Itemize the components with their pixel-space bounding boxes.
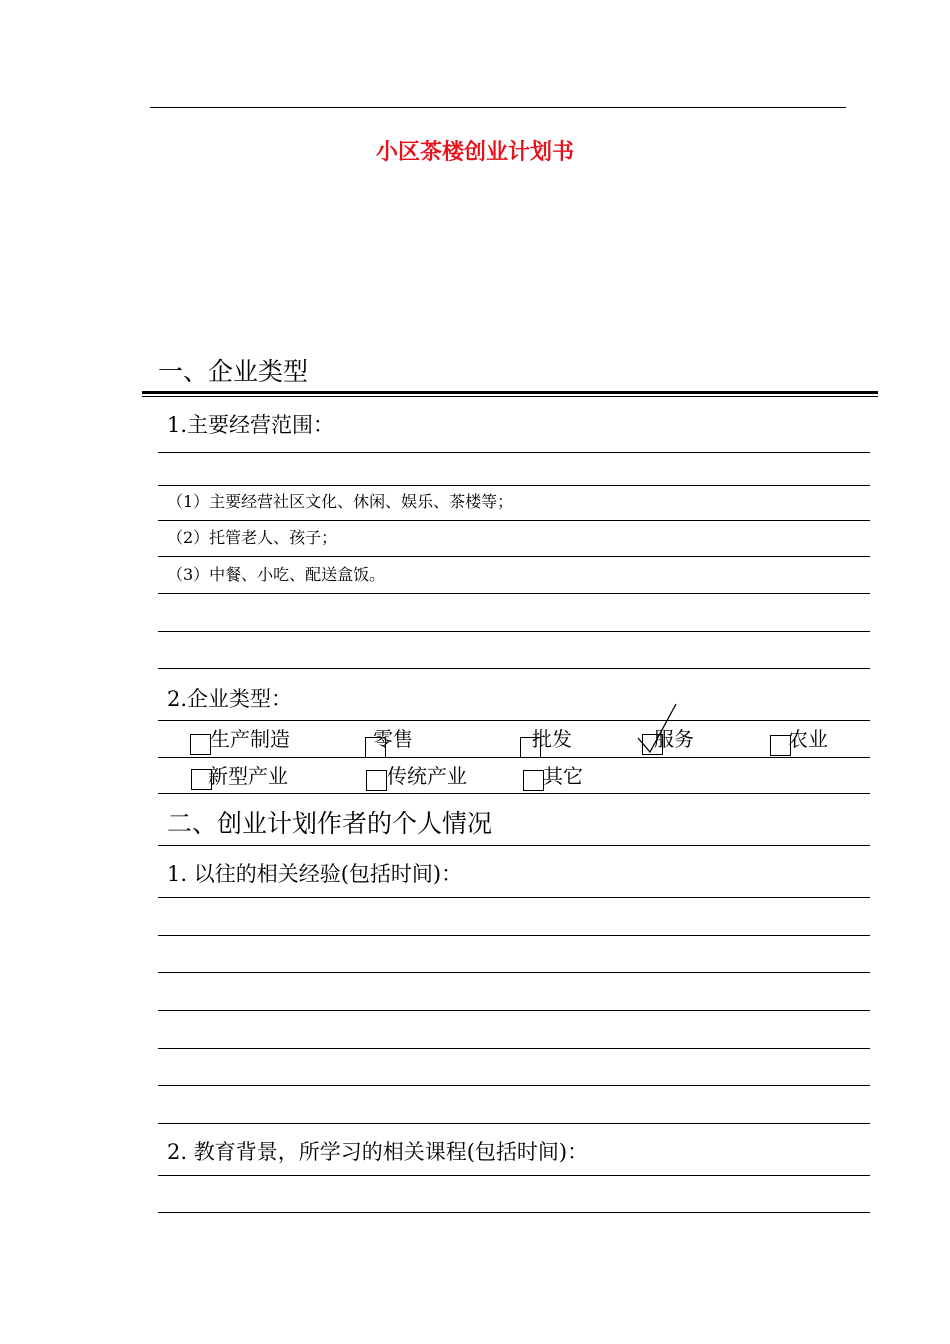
option-wholesale-checkbox[interactable] (520, 737, 541, 758)
form-line (158, 972, 870, 973)
form-line (158, 1212, 870, 1213)
option-other-checkbox[interactable] (523, 770, 544, 791)
form-line (158, 793, 870, 794)
option-new-industry-checkbox[interactable] (191, 769, 212, 790)
section-2-heading: 二、创业计划作者的个人情况 (167, 809, 493, 838)
option-manufacturing-label: 生产制造 (210, 727, 290, 751)
form-line (158, 1010, 870, 1011)
scope-item-3: （3）中餐、小吃、配送盒饭。 (167, 565, 386, 584)
business-scope-label: 1.主要经营范围： (167, 413, 335, 437)
form-line (158, 1123, 870, 1124)
form-line (158, 1048, 870, 1049)
option-other-label: 其它 (543, 764, 583, 788)
option-new-industry-label: 新型产业 (208, 764, 288, 788)
checkmark-icon (634, 700, 682, 758)
document-title: 小区茶楼创业计划书 (375, 140, 574, 165)
option-agriculture-checkbox[interactable] (770, 735, 791, 756)
business-type-label: 2.企业类型： (167, 687, 293, 711)
form-line (158, 1175, 870, 1176)
education-label: 2. 教育背景，所学习的相关课程(包括时间)： (167, 1140, 589, 1164)
top-rule (150, 107, 846, 108)
option-wholesale-label: 批发 (532, 727, 572, 751)
form-line (158, 668, 870, 669)
form-line (158, 452, 870, 453)
form-line (158, 935, 870, 936)
form-line (158, 556, 870, 557)
form-line (158, 720, 870, 721)
section-1-rule (142, 391, 878, 394)
option-retail-checkbox[interactable] (365, 737, 386, 758)
option-manufacturing-checkbox[interactable] (190, 734, 211, 755)
option-agriculture-label: 农业 (788, 727, 828, 751)
option-service-label: 服务 (654, 727, 694, 751)
option-retail-label: 零售 (373, 727, 413, 751)
form-line (158, 897, 870, 898)
form-line (158, 593, 870, 594)
form-line (158, 845, 870, 846)
option-traditional-industry-checkbox[interactable] (366, 770, 387, 791)
experience-label: 1. 以往的相关经验(包括时间)： (167, 862, 463, 886)
form-line (158, 1085, 870, 1086)
option-traditional-industry-label: 传统产业 (387, 764, 467, 788)
form-line (158, 485, 870, 486)
section-1-heading: 一、企业类型 (158, 357, 309, 386)
section-1-rule-thin (142, 396, 878, 397)
form-line (158, 757, 870, 758)
form-line (158, 631, 870, 632)
scope-item-1: （1）主要经营社区文化、休闲、娱乐、茶楼等； (167, 492, 514, 511)
form-line (158, 520, 870, 521)
scope-item-2: （2）托管老人、孩子； (167, 528, 338, 547)
